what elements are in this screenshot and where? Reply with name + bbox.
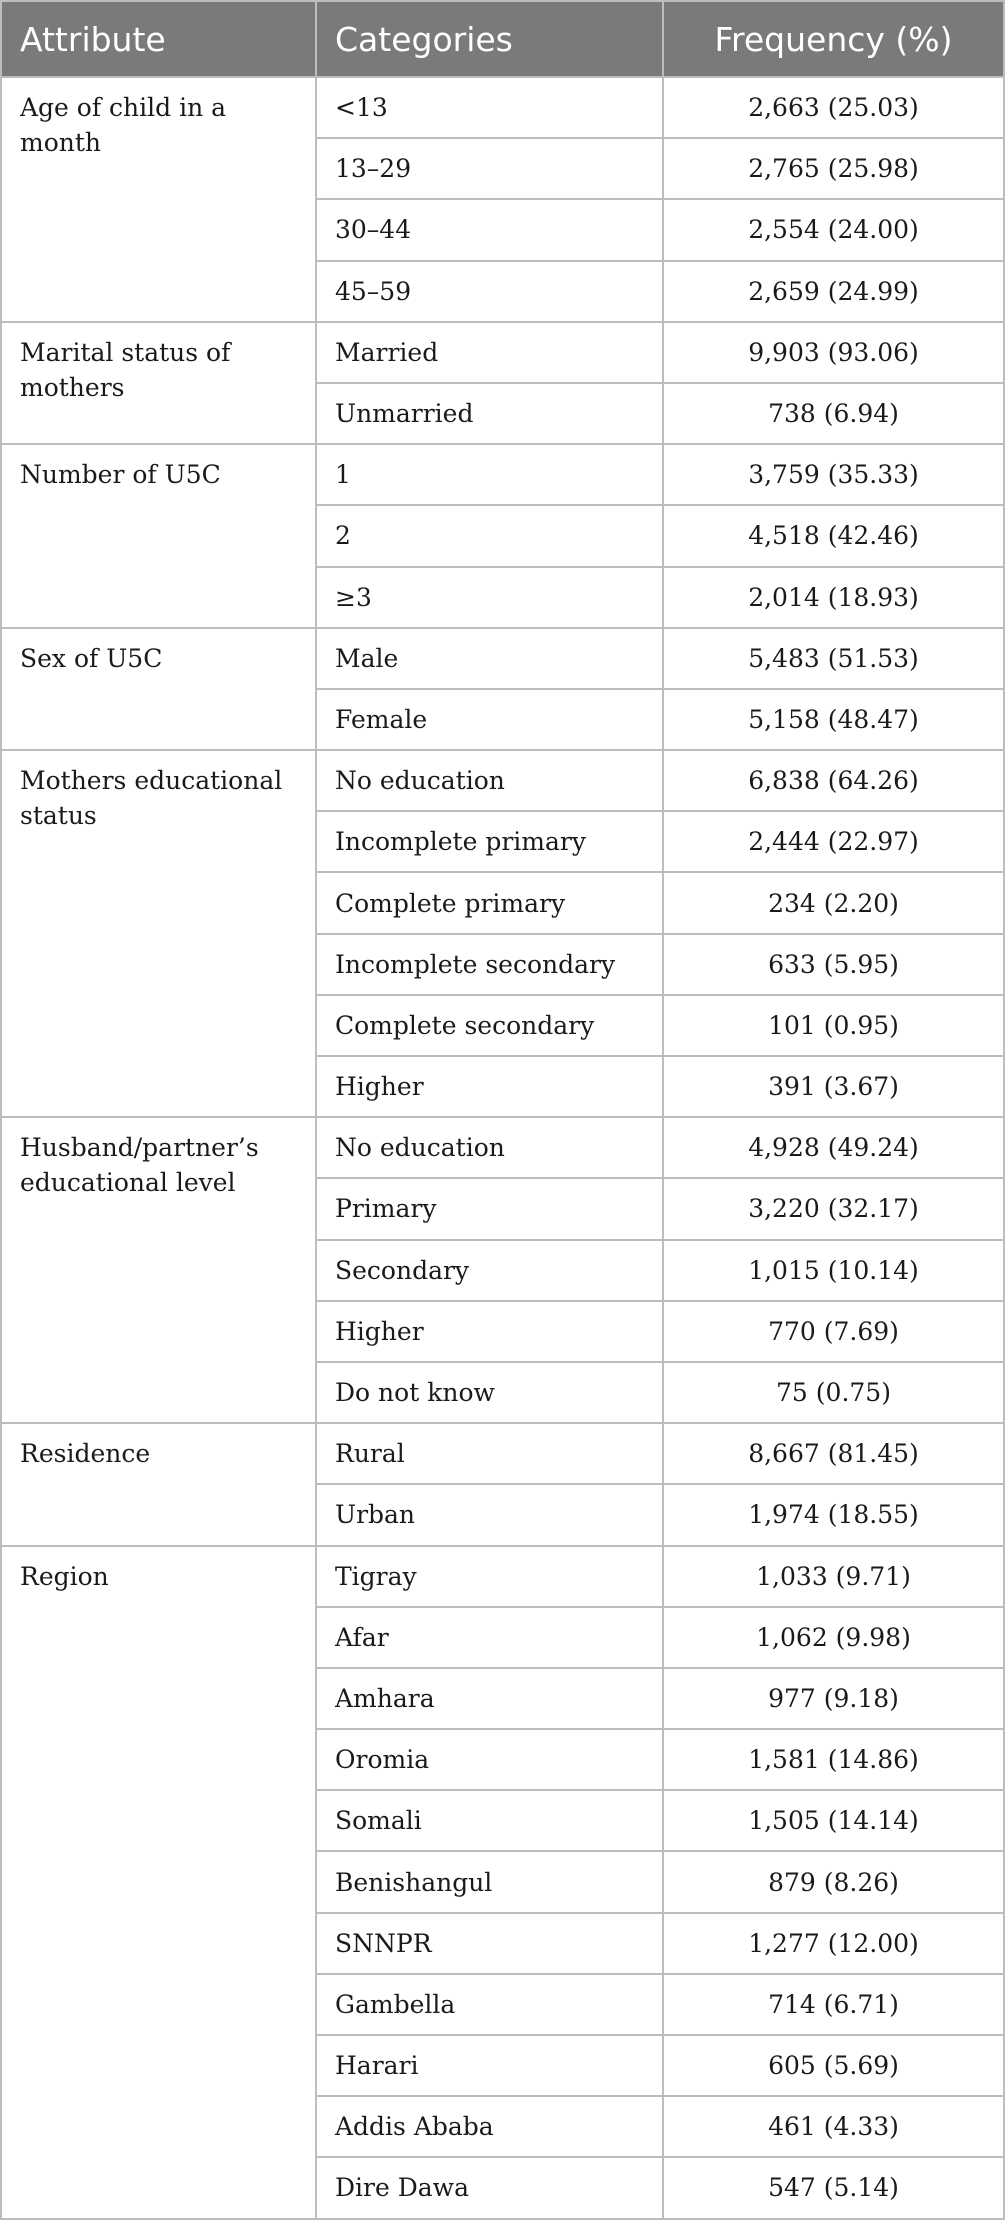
frequency-cell: 547 (5.14): [663, 2157, 1004, 2218]
frequency-cell: 738 (6.94): [663, 383, 1004, 444]
category-cell: Amhara: [316, 1668, 663, 1729]
table-row: [1, 77, 1004, 138]
category-cell: Higher: [316, 1301, 663, 1362]
frequency-cell: 2,765 (25.98): [663, 138, 1004, 199]
frequency-cell: 5,483 (51.53): [663, 628, 1004, 689]
category-cell: Harari: [316, 2035, 663, 2096]
frequency-cell: 8,667 (81.45): [663, 1423, 1004, 1484]
frequency-cell: 977 (9.18): [663, 1668, 1004, 1729]
frequency-cell: 1,974 (18.55): [663, 1484, 1004, 1545]
frequency-cell: 9,903 (93.06): [663, 322, 1004, 383]
frequency-cell: 2,659 (24.99): [663, 261, 1004, 322]
attribute-cell: Region: [1, 1546, 316, 2219]
category-cell: Rural: [316, 1423, 663, 1484]
frequency-cell: 1,062 (9.98): [663, 1607, 1004, 1668]
frequency-cell: 2,014 (18.93): [663, 567, 1004, 628]
table-row: [1, 628, 1004, 689]
frequency-cell: 2,554 (24.00): [663, 199, 1004, 260]
table-body: [1, 77, 1004, 2219]
category-cell: Primary: [316, 1178, 663, 1239]
table-row: [1, 1423, 1004, 1484]
table-row: [1, 1117, 1004, 1178]
category-cell: Secondary: [316, 1240, 663, 1301]
category-cell: Addis Ababa: [316, 2096, 663, 2157]
table-row: [1, 750, 1004, 811]
category-cell: No education: [316, 1117, 663, 1178]
category-cell: Female: [316, 689, 663, 750]
frequency-cell: 234 (2.20): [663, 872, 1004, 933]
category-cell: Incomplete primary: [316, 811, 663, 872]
frequency-cell: 1,581 (14.86): [663, 1729, 1004, 1790]
frequency-cell: 75 (0.75): [663, 1362, 1004, 1423]
category-cell: Complete primary: [316, 872, 663, 933]
frequency-cell: 101 (0.95): [663, 995, 1004, 1056]
category-cell: Urban: [316, 1484, 663, 1545]
frequency-cell: 461 (4.33): [663, 2096, 1004, 2157]
category-cell: Complete secondary: [316, 995, 663, 1056]
category-cell: Benishangul: [316, 1851, 663, 1912]
category-cell: ≥3: [316, 567, 663, 628]
frequency-cell: 4,518 (42.46): [663, 505, 1004, 566]
frequency-cell: 633 (5.95): [663, 934, 1004, 995]
category-cell: Married: [316, 322, 663, 383]
category-cell: Somali: [316, 1790, 663, 1851]
frequency-cell: 714 (6.71): [663, 1974, 1004, 2035]
category-cell: SNNPR: [316, 1913, 663, 1974]
category-cell: Tigray: [316, 1546, 663, 1607]
attribute-cell: Residence: [1, 1423, 316, 1545]
table-row: [1, 444, 1004, 505]
frequency-cell: 1,015 (10.14): [663, 1240, 1004, 1301]
category-cell: Gambella: [316, 1974, 663, 2035]
attribute-cell: Sex of U5C: [1, 628, 316, 750]
frequency-cell: 3,220 (32.17): [663, 1178, 1004, 1239]
frequency-cell: 5,158 (48.47): [663, 689, 1004, 750]
attribute-cell: Mothers educational status: [1, 750, 316, 1117]
attribute-cell: Age of child in a month: [1, 77, 316, 322]
frequency-cell: 1,033 (9.71): [663, 1546, 1004, 1607]
attribute-cell: Marital status of mothers: [1, 322, 316, 444]
frequency-cell: 879 (8.26): [663, 1851, 1004, 1912]
category-cell: Higher: [316, 1056, 663, 1117]
category-cell: Do not know: [316, 1362, 663, 1423]
frequency-cell: 3,759 (35.33): [663, 444, 1004, 505]
header-categories: Categories: [316, 1, 663, 77]
attribute-cell: Number of U5C: [1, 444, 316, 628]
category-cell: Dire Dawa: [316, 2157, 663, 2218]
category-cell: 2: [316, 505, 663, 566]
frequency-cell: 1,505 (14.14): [663, 1790, 1004, 1851]
category-cell: Oromia: [316, 1729, 663, 1790]
header-frequency: Frequency (%): [663, 1, 1004, 77]
category-cell: 30–44: [316, 199, 663, 260]
frequency-cell: 2,444 (22.97): [663, 811, 1004, 872]
frequency-cell: 2,663 (25.03): [663, 77, 1004, 138]
category-cell: 45–59: [316, 261, 663, 322]
category-cell: No education: [316, 750, 663, 811]
category-cell: 13–29: [316, 138, 663, 199]
table-row: [1, 1546, 1004, 1607]
table-header: [1, 1, 1004, 77]
category-cell: Unmarried: [316, 383, 663, 444]
category-cell: Afar: [316, 1607, 663, 1668]
category-cell: 1: [316, 444, 663, 505]
category-cell: Incomplete secondary: [316, 934, 663, 995]
header-row: [1, 1, 1004, 77]
table-row: [1, 322, 1004, 383]
attribute-cell: Husband/partner’s educational level: [1, 1117, 316, 1423]
frequency-cell: 4,928 (49.24): [663, 1117, 1004, 1178]
category-cell: <13: [316, 77, 663, 138]
frequency-cell: 391 (3.67): [663, 1056, 1004, 1117]
frequency-cell: 605 (5.69): [663, 2035, 1004, 2096]
frequency-cell: 1,277 (12.00): [663, 1913, 1004, 1974]
frequency-cell: 6,838 (64.26): [663, 750, 1004, 811]
frequency-cell: 770 (7.69): [663, 1301, 1004, 1362]
category-cell: Male: [316, 628, 663, 689]
header-attribute: Attribute: [1, 1, 316, 77]
